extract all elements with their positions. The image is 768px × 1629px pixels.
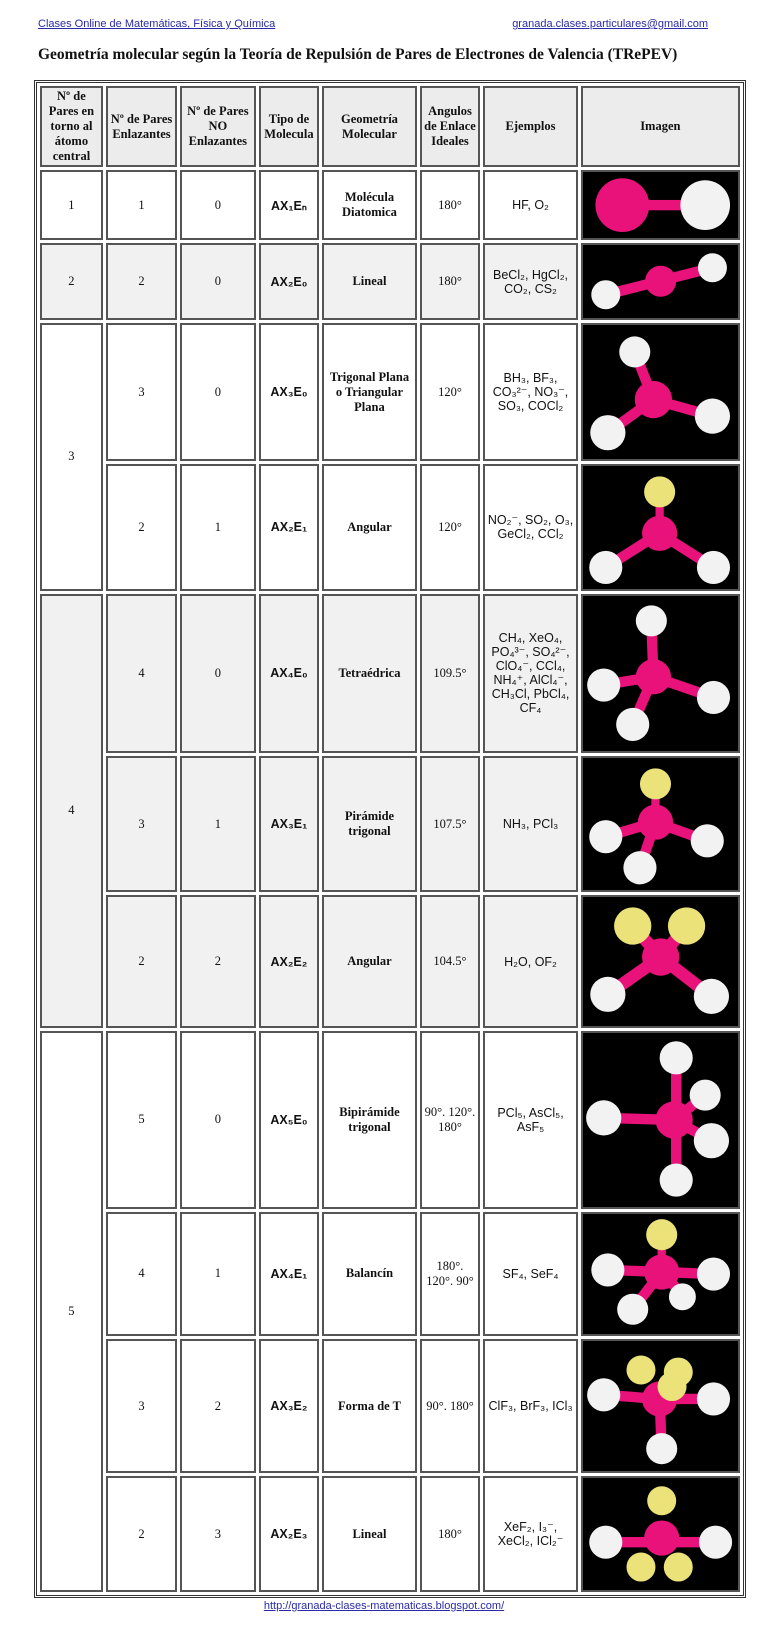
type-cell: AX₃E₁ <box>259 756 320 893</box>
examples-cell: SF₄, SeF₄ <box>483 1212 577 1336</box>
col-header-angles: Angulos de Enlace Ideales <box>420 86 481 167</box>
molecule-image <box>581 895 740 1027</box>
col-header-type: Tipo de Molecula <box>259 86 320 167</box>
table-row <box>40 464 740 590</box>
molecule-image <box>581 170 740 240</box>
bonding-cell: 2 <box>106 243 177 319</box>
bonding-cell: 4 <box>106 594 177 753</box>
bonding-cell: 2 <box>106 895 177 1027</box>
geometry-cell: Lineal <box>322 243 416 319</box>
pairs-cell: 2 <box>40 243 103 319</box>
molecule-image <box>581 1212 740 1336</box>
molecule-image <box>581 464 740 590</box>
angle-cell: 180° <box>420 243 481 319</box>
table-header-row <box>40 86 740 167</box>
examples-cell: XeF₂, I₃⁻, XeCl₂, ICl₂⁻ <box>483 1476 577 1592</box>
type-cell: AX₂E₁ <box>259 464 320 590</box>
bonding-cell: 2 <box>106 1476 177 1592</box>
bonding-cell: 3 <box>106 323 177 462</box>
nonbonding-cell: 1 <box>180 756 255 893</box>
pairs-cell: 1 <box>40 170 103 240</box>
col-header-image: Imagen <box>581 86 740 167</box>
angle-cell: 180° <box>420 170 481 240</box>
col-header-geometry: Geometría Molecular <box>322 86 416 167</box>
geometry-cell: Molécula Diatomica <box>322 170 416 240</box>
angle-cell: 120° <box>420 464 481 590</box>
pairs-cell: 5 <box>40 1031 103 1592</box>
angle-cell: 109.5° <box>420 594 481 753</box>
pairs-cell: 3 <box>40 323 103 591</box>
bonding-cell: 3 <box>106 756 177 893</box>
nonbonding-cell: 0 <box>180 243 255 319</box>
geometry-cell: Tetraédrica <box>322 594 416 753</box>
geometry-table <box>34 80 746 1598</box>
geometry-cell: Bipirámide trigonal <box>322 1031 416 1209</box>
nonbonding-cell: 2 <box>180 1339 255 1473</box>
bonding-cell: 4 <box>106 1212 177 1336</box>
angle-cell: 104.5° <box>420 895 481 1027</box>
type-cell: AX₂E₂ <box>259 895 320 1027</box>
angle-cell: 120° <box>420 323 481 462</box>
bonding-cell: 2 <box>106 464 177 590</box>
type-cell: AX₃E₀ <box>259 323 320 462</box>
pairs-cell: 4 <box>40 594 103 1028</box>
geometry-cell: Lineal <box>322 1476 416 1592</box>
examples-cell: NH₃, PCl₃ <box>483 756 577 893</box>
nonbonding-cell: 0 <box>180 1031 255 1209</box>
page-title: Geometría molecular según la Teoría de Repulsión de Pares de Electrones de Valencia (TRePEV) <box>38 46 678 63</box>
table-row <box>40 323 740 462</box>
nonbonding-cell: 0 <box>180 323 255 462</box>
table-row <box>40 756 740 893</box>
molecule-image <box>581 1339 740 1473</box>
angle-cell: 180°. 120°. 90° <box>420 1212 481 1336</box>
nonbonding-cell: 0 <box>180 170 255 240</box>
type-cell: AX₃E₂ <box>259 1339 320 1473</box>
type-cell: AX₄E₁ <box>259 1212 320 1336</box>
angle-cell: 180° <box>420 1476 481 1592</box>
molecule-image <box>581 243 740 319</box>
col-header-bonding: Nº de Pares Enlazantes <box>106 86 177 167</box>
table-row <box>40 1476 740 1592</box>
molecule-image <box>581 756 740 893</box>
bonding-cell: 5 <box>106 1031 177 1209</box>
examples-cell: BeCl₂, HgCl₂, CO₂, CS₂ <box>483 243 577 319</box>
geometry-cell: Trigonal Plana o Triangular Plana <box>322 323 416 462</box>
angle-cell: 107.5° <box>420 756 481 893</box>
examples-cell: CH₄, XeO₄, PO₄³⁻, SO₄²⁻, ClO₄⁻, CCl₄, NH₄⁺, AlCl₄⁻, CH₃Cl, PbCl₄, CF₄ <box>483 594 577 753</box>
nonbonding-cell: 1 <box>180 1212 255 1336</box>
type-cell: AX₂E₃ <box>259 1476 320 1592</box>
molecule-image <box>581 1476 740 1592</box>
examples-cell: HF, O₂ <box>483 170 577 240</box>
geometry-cell: Forma de T <box>322 1339 416 1473</box>
nonbonding-cell: 3 <box>180 1476 255 1592</box>
examples-cell: H₂O, OF₂ <box>483 895 577 1027</box>
geometry-cell: Pirámide trigonal <box>322 756 416 893</box>
table-row <box>40 1031 740 1209</box>
col-header-nonbonding: Nº de Pares NO Enlazantes <box>180 86 255 167</box>
table-row <box>40 1339 740 1473</box>
geometry-cell: Angular <box>322 895 416 1027</box>
examples-cell: PCl₅, AsCl₅, AsF₅ <box>483 1031 577 1209</box>
table-row <box>40 594 740 753</box>
table-row <box>40 243 740 319</box>
nonbonding-cell: 0 <box>180 594 255 753</box>
examples-cell: BH₃, BF₃, CO₃²⁻, NO₃⁻, SO₃, COCl₂ <box>483 323 577 462</box>
table-row <box>40 170 740 240</box>
type-cell: AX₄E₀ <box>259 594 320 753</box>
email-link[interactable]: granada.clases.particulares@gmail.com <box>512 18 708 30</box>
molecule-image <box>581 1031 740 1209</box>
angle-cell: 90°. 120°. 180° <box>420 1031 481 1209</box>
bonding-cell: 3 <box>106 1339 177 1473</box>
type-cell: AX₅E₀ <box>259 1031 320 1209</box>
table-row <box>40 1212 740 1336</box>
geometry-cell: Balancín <box>322 1212 416 1336</box>
type-cell: AX₁Eₙ <box>259 170 320 240</box>
nonbonding-cell: 1 <box>180 464 255 590</box>
examples-cell: ClF₃, BrF₃, ICl₃ <box>483 1339 577 1473</box>
col-header-pairs: Nº de Pares en torno al átomo central <box>40 86 103 167</box>
geometry-cell: Angular <box>322 464 416 590</box>
molecule-image <box>581 594 740 753</box>
col-header-examples: Ejemplos <box>483 86 577 167</box>
bonding-cell: 1 <box>106 170 177 240</box>
nonbonding-cell: 2 <box>180 895 255 1027</box>
site-link[interactable]: Clases Online de Matemáticas, Física y Química <box>38 18 276 30</box>
type-cell: AX₂E₀ <box>259 243 320 319</box>
examples-cell: NO₂⁻, SO₂, O₃, GeCl₂, CCl₂ <box>483 464 577 590</box>
molecule-image <box>581 323 740 462</box>
table-row <box>40 895 740 1027</box>
angle-cell: 90°. 180° <box>420 1339 481 1473</box>
blog-link[interactable]: http://granada-clases-matematicas.blogspot.com/ <box>263 1600 505 1612</box>
